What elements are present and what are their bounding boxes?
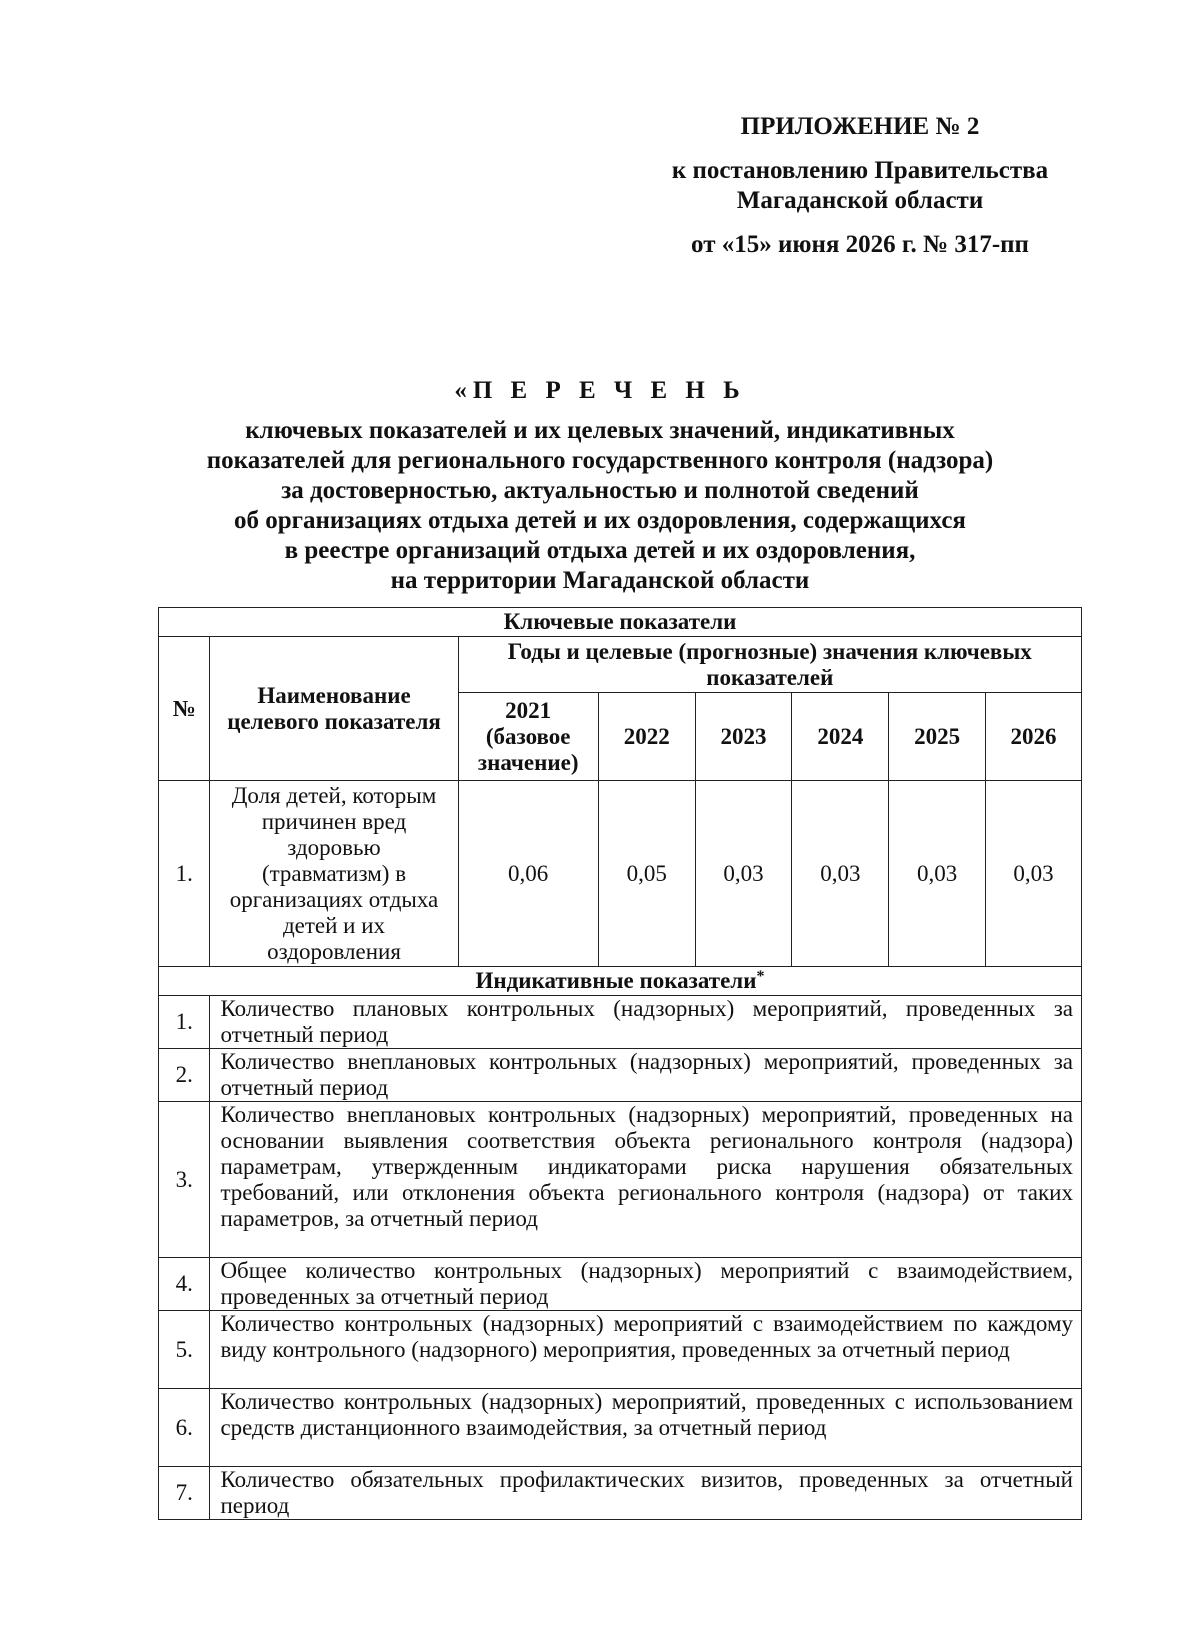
indicative-row-text: Общее количество контрольных (надзорных) мероприятий с взаимодействием, проведенных за отчетный период	[210, 1258, 1082, 1311]
document-title-block	[150, 376, 1050, 596]
column-header-number: №	[159, 637, 210, 781]
table-row	[159, 1049, 1082, 1102]
indicative-row-number: 1.	[159, 996, 210, 1049]
indicative-row-number: 5.	[159, 1311, 210, 1389]
indicative-row-number: 2.	[159, 1049, 210, 1102]
document-subtitle-line: показателей для регионального государственного контроля (надзора)	[206, 447, 994, 474]
indicative-row-number: 7.	[159, 1467, 210, 1520]
year-header-2021: 2021 (базовое значение)	[458, 693, 598, 781]
document-subtitle-line: об организациях отдыха детей и их оздоровления, содержащихся	[234, 507, 966, 534]
key-row-name: Доля детей, которым причинен вред здоровью (травматизм) в организациях отдыха детей и их оздоровления	[210, 781, 458, 967]
key-row-value-2022: 0,05	[598, 781, 695, 967]
table-row	[159, 1389, 1082, 1467]
year-header-2023: 2023	[695, 693, 792, 781]
indicative-row-text: Количество внеплановых контрольных (надзорных) мероприятий, проведенных за отчетный период	[210, 1049, 1082, 1102]
document-title: «П Е Р Е Ч Е Н Ь	[454, 377, 746, 404]
key-row-value-2021: 0,06	[458, 781, 598, 967]
column-header-years-group: Годы и целевые (прогнозные) значения ключевых показателей	[458, 637, 1081, 693]
indicative-row-text: Количество плановых контрольных (надзорных) мероприятий, проведенных за отчетный период	[210, 996, 1082, 1049]
indicative-row-text: Количество внеплановых контрольных (надзорных) мероприятий, проведенных на основании выявления соответствия объекта регионального контроля (надзора) параметрам, утвержденным индикаторами риска нарушения обязательных требований, или отклонения объекта регионального контроля (надзора) от таких параметров, за отчетный период	[210, 1102, 1082, 1258]
key-indicators-section-title: Ключевые показатели	[159, 608, 1082, 637]
indicative-row-text: Количество обязательных профилактических визитов, проведенных за отчетный период	[210, 1467, 1082, 1520]
key-row-number: 1.	[159, 781, 210, 967]
footnote-mark: *	[756, 968, 765, 985]
appendix-title: ПРИЛОЖЕНИЕ № 2	[740, 113, 980, 140]
appendix-date: от «15» июня 2026 г. № 317-пп	[691, 231, 1029, 258]
column-header-name: Наименование целевого показателя	[210, 637, 458, 781]
document-subtitle-line: за достоверностью, актуальностью и полнотой сведений	[281, 477, 919, 504]
indicative-row-text: Количество контрольных (надзорных) мероприятий, проведенных с использованием средств дистанционного взаимодействия, за отчетный период	[210, 1389, 1082, 1467]
key-row-value-2026: 0,03	[986, 781, 1082, 967]
indicative-row-number: 4.	[159, 1258, 210, 1311]
table-row	[159, 1311, 1082, 1389]
indicative-row-text: Количество контрольных (надзорных) мероприятий с взаимодействием по каждому виду контрольного (надзорного) мероприятия, проведенных за отчетный период	[210, 1311, 1082, 1389]
table-row	[159, 1102, 1082, 1258]
table-row	[159, 781, 1082, 967]
key-row-value-2023: 0,03	[695, 781, 792, 967]
document-subtitle-line: ключевых показателей и их целевых значений, индикативных	[245, 417, 955, 444]
key-row-value-2024: 0,03	[792, 781, 889, 967]
key-row-value-2025: 0,03	[889, 781, 986, 967]
indicative-row-number: 3.	[159, 1102, 210, 1258]
appendix-line-2: Магаданской области	[736, 187, 984, 214]
table-row	[159, 1258, 1082, 1311]
appendix-header	[620, 112, 1100, 260]
document-subtitle-line: в реестре организаций отдыха детей и их оздоровления,	[284, 537, 916, 564]
year-header-2026: 2026	[986, 693, 1082, 781]
indicative-row-number: 6.	[159, 1389, 210, 1467]
indicators-table	[158, 607, 1082, 1520]
year-header-2024: 2024	[792, 693, 889, 781]
indicative-indicators-section-title: Индикативные показатели	[475, 968, 757, 993]
document-subtitle-line: на территории Магаданской области	[390, 567, 810, 594]
table-row	[159, 1467, 1082, 1520]
year-header-2022: 2022	[598, 693, 695, 781]
indicative-section-header	[159, 967, 1082, 996]
year-header-2025: 2025	[889, 693, 986, 781]
appendix-line-1: к постановлению Правительства	[671, 157, 1049, 184]
table-row	[159, 996, 1082, 1049]
